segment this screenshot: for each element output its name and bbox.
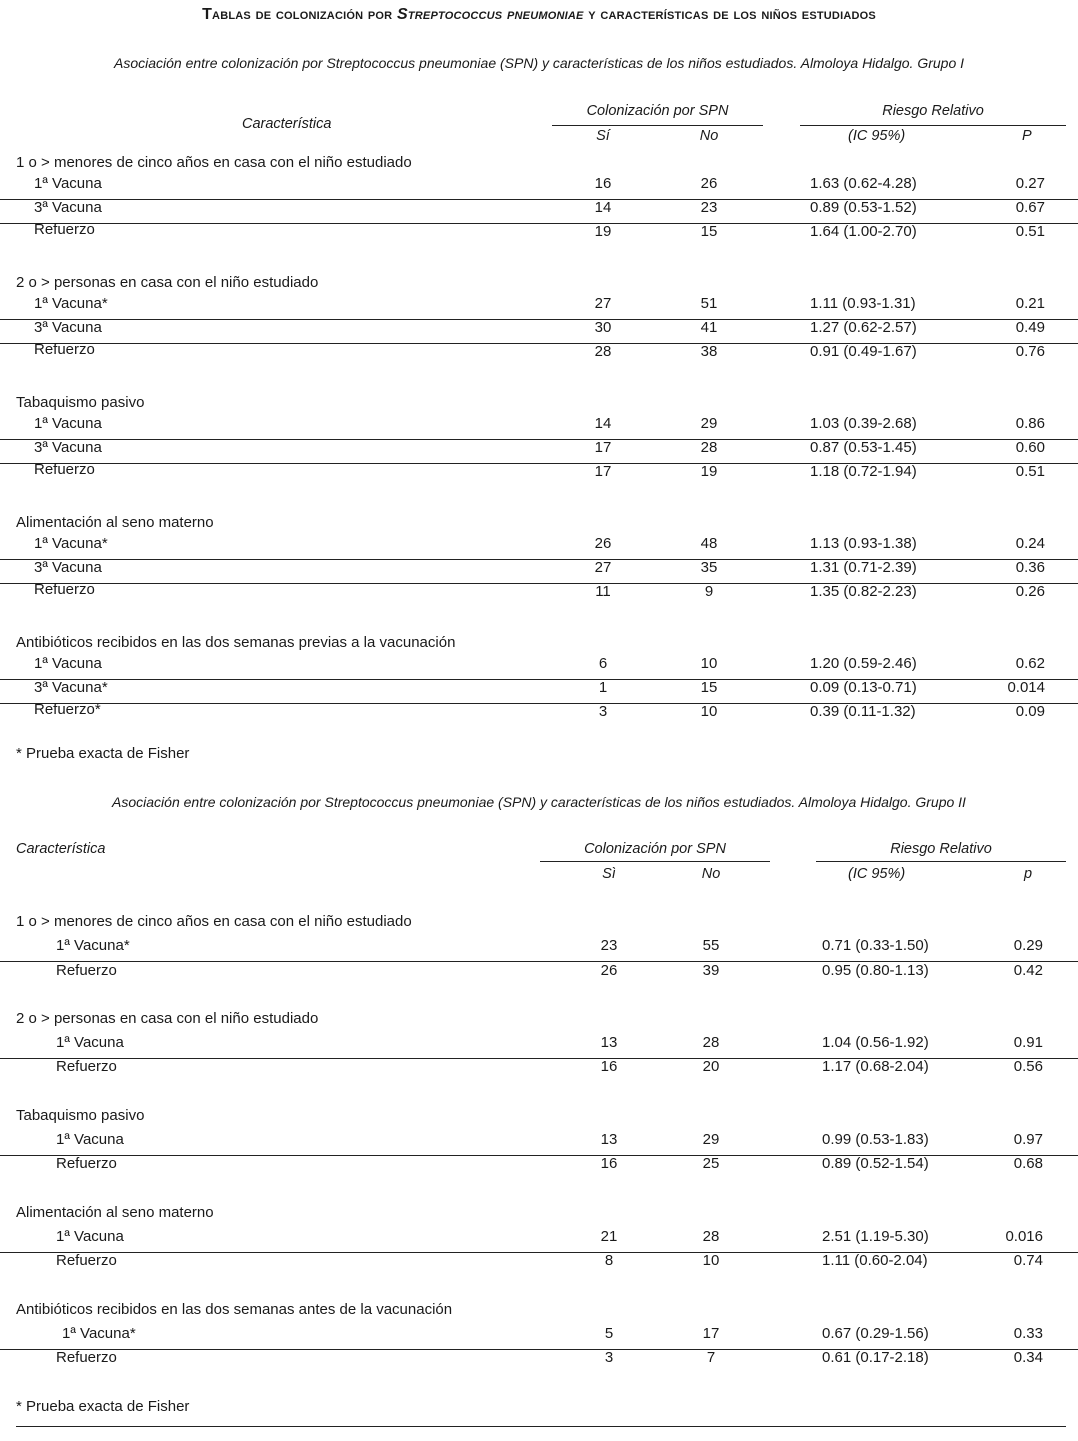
table-row bbox=[0, 583, 1078, 607]
table-row bbox=[0, 343, 1078, 367]
row-label: 1ª Vacuna bbox=[34, 415, 102, 432]
cell-si: 16 bbox=[600, 1058, 618, 1075]
cell-si: 3 bbox=[604, 1349, 614, 1366]
row-label: 1ª Vacuna bbox=[56, 1228, 124, 1245]
row-label: 3ª Vacuna bbox=[34, 199, 102, 216]
table1-header-rule-colonization bbox=[552, 125, 763, 126]
cell-rr: 2.51 (1.19-5.30) bbox=[822, 1228, 929, 1245]
table1-header-p: P bbox=[1022, 128, 1032, 144]
cell-p: 0.33 bbox=[1013, 1325, 1043, 1342]
cell-p: 0.42 bbox=[1013, 962, 1043, 979]
cell-p: 0.36 bbox=[1015, 559, 1045, 576]
table-row bbox=[0, 1228, 1078, 1253]
table1-header-rule-rr bbox=[800, 125, 1066, 126]
bottom-rule bbox=[16, 1426, 1066, 1427]
cell-no: 15 bbox=[700, 223, 718, 240]
table-row bbox=[0, 199, 1078, 224]
table2-group-label: 2 o > personas en casa con el niño estudiado bbox=[16, 1010, 319, 1027]
cell-p: 0.29 bbox=[1013, 937, 1043, 954]
cell-rr: 1.64 (1.00-2.70) bbox=[810, 223, 917, 240]
table-row bbox=[0, 223, 1078, 247]
row-label: 1ª Vacuna bbox=[56, 1034, 124, 1051]
cell-no: 51 bbox=[700, 295, 718, 312]
table1-group-label: Antibióticos recibidos en las dos semanas previas a la vacunación bbox=[16, 634, 456, 651]
row-label: Refuerzo bbox=[56, 1252, 117, 1269]
cell-p: 0.86 bbox=[1015, 415, 1045, 432]
cell-si: 14 bbox=[594, 415, 612, 432]
row-label: 3ª Vacuna bbox=[34, 319, 102, 336]
table2-group-label: Antibióticos recibidos en las dos semanas antes de la vacunación bbox=[16, 1301, 453, 1318]
cell-si: 26 bbox=[594, 535, 612, 552]
table1-header-no: No bbox=[699, 128, 719, 144]
table-row bbox=[0, 463, 1078, 487]
row-label: 1ª Vacuna* bbox=[34, 535, 108, 552]
cell-p: 0.016 bbox=[1005, 1228, 1043, 1245]
cell-p: 0.014 bbox=[1007, 679, 1045, 696]
cell-si: 16 bbox=[600, 1155, 618, 1172]
row-label: 3ª Vacuna bbox=[34, 559, 102, 576]
cell-si: 6 bbox=[598, 655, 608, 672]
cell-no: 10 bbox=[700, 655, 718, 672]
cell-rr: 1.63 (0.62-4.28) bbox=[810, 175, 917, 192]
cell-si: 19 bbox=[594, 223, 612, 240]
row-label: 1ª Vacuna* bbox=[56, 937, 130, 954]
table2-header-p: p bbox=[1024, 866, 1033, 882]
table1-group-label: Alimentación al seno materno bbox=[16, 514, 214, 531]
cell-no: 10 bbox=[702, 1252, 720, 1269]
cell-rr: 0.89 (0.52-1.54) bbox=[822, 1155, 929, 1172]
row-label: 3ª Vacuna bbox=[34, 439, 102, 456]
cell-no: 20 bbox=[702, 1058, 720, 1075]
cell-no: 9 bbox=[704, 583, 714, 600]
cell-si: 27 bbox=[594, 295, 612, 312]
table2-header-characteristic: Característica bbox=[16, 841, 106, 857]
cell-p: 0.09 bbox=[1015, 703, 1045, 720]
cell-si: 30 bbox=[594, 319, 612, 336]
cell-p: 0.51 bbox=[1015, 463, 1045, 480]
table1-header-ci: (IC 95%) bbox=[848, 128, 906, 144]
cell-rr: 1.03 (0.39-2.68) bbox=[810, 415, 917, 432]
cell-si: 13 bbox=[600, 1034, 618, 1051]
table1-group-label: 2 o > personas en casa con el niño estudiado bbox=[16, 274, 319, 291]
cell-rr: 0.39 (0.11-1.32) bbox=[810, 703, 916, 720]
cell-rr: 0.61 (0.17-2.18) bbox=[822, 1349, 929, 1366]
table2-group-label: 1 o > menores de cinco años en casa con el niño estudiado bbox=[16, 913, 412, 930]
cell-si: 17 bbox=[594, 463, 612, 480]
cell-si: 14 bbox=[594, 199, 612, 216]
cell-rr: 1.18 (0.72-1.94) bbox=[810, 463, 917, 480]
table-row bbox=[0, 937, 1078, 962]
cell-rr: 0.91 (0.49-1.67) bbox=[810, 343, 917, 360]
table1-header-colonization: Colonización por SPN bbox=[586, 103, 729, 119]
table2-subtitle: Asociación entre colonización por Streptococcus pneumoniae (SPN) y características de los niños estudiados. Almoloya Hidalgo. Grupo II bbox=[112, 794, 966, 810]
table-row bbox=[0, 655, 1078, 680]
table2-header-rule-colonization bbox=[540, 861, 770, 862]
cell-rr: 0.87 (0.53-1.45) bbox=[810, 439, 917, 456]
cell-si: 26 bbox=[600, 962, 618, 979]
table1-header-si: Sí bbox=[596, 128, 610, 144]
cell-si: 5 bbox=[604, 1325, 614, 1342]
table-row bbox=[0, 559, 1078, 584]
row-label: 1ª Vacuna* bbox=[34, 295, 108, 312]
cell-no: 25 bbox=[702, 1155, 720, 1172]
cell-rr: 1.13 (0.93-1.38) bbox=[810, 535, 917, 552]
page-title bbox=[0, 6, 1078, 24]
cell-p: 0.68 bbox=[1013, 1155, 1043, 1172]
table2-group-label: Alimentación al seno materno bbox=[16, 1204, 214, 1221]
row-label: Refuerzo bbox=[56, 1058, 117, 1075]
cell-p: 0.51 bbox=[1015, 223, 1045, 240]
cell-no: 39 bbox=[702, 962, 720, 979]
row-label: Refuerzo bbox=[56, 962, 117, 979]
table-row bbox=[0, 1058, 1078, 1082]
cell-rr: 1.11 (0.93-1.31) bbox=[810, 295, 916, 312]
cell-si: 23 bbox=[600, 937, 618, 954]
cell-rr: 0.99 (0.53-1.83) bbox=[822, 1131, 929, 1148]
cell-no: 28 bbox=[702, 1034, 720, 1051]
cell-rr: 1.35 (0.82-2.23) bbox=[810, 583, 917, 600]
cell-rr: 1.11 (0.60-2.04) bbox=[822, 1252, 928, 1269]
row-label: Refuerzo bbox=[34, 581, 95, 598]
cell-p: 0.91 bbox=[1013, 1034, 1043, 1051]
cell-p: 0.74 bbox=[1013, 1252, 1043, 1269]
cell-no: 26 bbox=[700, 175, 718, 192]
title-species: Streptococcus pneumoniae bbox=[396, 6, 584, 23]
cell-p: 0.26 bbox=[1015, 583, 1045, 600]
cell-no: 48 bbox=[700, 535, 718, 552]
cell-p: 0.21 bbox=[1015, 295, 1045, 312]
table2-header-ci: (IC 95%) bbox=[848, 866, 906, 882]
table2-footnote: * Prueba exacta de Fisher bbox=[16, 1398, 190, 1415]
cell-no: 28 bbox=[700, 439, 718, 456]
table2-header-rule-rr bbox=[816, 861, 1066, 862]
cell-p: 0.97 bbox=[1013, 1131, 1043, 1148]
table-row bbox=[0, 1131, 1078, 1156]
cell-si: 28 bbox=[594, 343, 612, 360]
cell-no: 29 bbox=[702, 1131, 720, 1148]
table-row bbox=[0, 319, 1078, 344]
table-row bbox=[0, 1034, 1078, 1059]
row-label: Refuerzo bbox=[56, 1349, 117, 1366]
cell-p: 0.62 bbox=[1015, 655, 1045, 672]
cell-rr: 1.31 (0.71-2.39) bbox=[810, 559, 917, 576]
table1-group-label: 1 o > menores de cinco años en casa con el niño estudiado bbox=[16, 154, 412, 171]
cell-p: 0.49 bbox=[1015, 319, 1045, 336]
row-label: 1ª Vacuna* bbox=[62, 1325, 136, 1342]
cell-rr: 0.89 (0.53-1.52) bbox=[810, 199, 917, 216]
cell-si: 27 bbox=[594, 559, 612, 576]
title-prefix: Tablas de colonización por bbox=[202, 6, 397, 23]
row-label: Refuerzo bbox=[34, 341, 95, 358]
cell-si: 1 bbox=[598, 679, 608, 696]
row-label: Refuerzo bbox=[34, 221, 95, 238]
table1-header-characteristic: Característica bbox=[242, 116, 332, 132]
table-row bbox=[0, 535, 1078, 560]
cell-rr: 1.17 (0.68-2.04) bbox=[822, 1058, 929, 1075]
cell-p: 0.27 bbox=[1015, 175, 1045, 192]
table1-subtitle: Asociación entre colonización por Streptococcus pneumoniae (SPN) y características de los niños estudiados. Almoloya Hidalgo. Grupo I bbox=[113, 55, 965, 71]
cell-rr: 0.95 (0.80-1.13) bbox=[822, 962, 929, 979]
cell-no: 41 bbox=[700, 319, 718, 336]
table-row bbox=[0, 703, 1078, 727]
table2-header-relative-risk: Riesgo Relativo bbox=[890, 841, 992, 857]
table-row bbox=[0, 1252, 1078, 1276]
table-row bbox=[0, 295, 1078, 320]
row-label: Refuerzo bbox=[34, 461, 95, 478]
table-row bbox=[0, 962, 1078, 986]
cell-p: 0.67 bbox=[1015, 199, 1045, 216]
cell-si: 8 bbox=[604, 1252, 614, 1269]
table-row bbox=[0, 1155, 1078, 1179]
table2-header-si: Sì bbox=[602, 866, 616, 882]
cell-si: 11 bbox=[595, 583, 611, 600]
table1-footnote: * Prueba exacta de Fisher bbox=[16, 745, 190, 762]
table-row bbox=[0, 439, 1078, 464]
cell-no: 55 bbox=[702, 937, 720, 954]
cell-rr: 0.67 (0.29-1.56) bbox=[822, 1325, 929, 1342]
cell-no: 17 bbox=[702, 1325, 720, 1342]
cell-p: 0.56 bbox=[1013, 1058, 1043, 1075]
table1-header-relative-risk: Riesgo Relativo bbox=[882, 103, 984, 119]
cell-no: 23 bbox=[700, 199, 718, 216]
title-suffix: y características de los niños estudiados bbox=[583, 6, 876, 23]
cell-p: 0.24 bbox=[1015, 535, 1045, 552]
cell-no: 29 bbox=[700, 415, 718, 432]
table2-header-colonization: Colonización por SPN bbox=[584, 841, 726, 857]
cell-si: 3 bbox=[598, 703, 608, 720]
table-row bbox=[0, 175, 1078, 200]
cell-no: 19 bbox=[700, 463, 718, 480]
cell-rr: 0.09 (0.13-0.71) bbox=[810, 679, 917, 696]
cell-rr: 1.04 (0.56-1.92) bbox=[822, 1034, 929, 1051]
cell-rr: 0.71 (0.33-1.50) bbox=[822, 937, 929, 954]
cell-p: 0.76 bbox=[1015, 343, 1045, 360]
row-label: Refuerzo* bbox=[34, 701, 101, 718]
table-row bbox=[0, 1325, 1078, 1350]
cell-no: 35 bbox=[700, 559, 718, 576]
cell-no: 7 bbox=[706, 1349, 716, 1366]
table2-group-label: Tabaquismo pasivo bbox=[16, 1107, 145, 1124]
row-label: 1ª Vacuna bbox=[56, 1131, 124, 1148]
cell-rr: 1.27 (0.62-2.57) bbox=[810, 319, 917, 336]
cell-no: 28 bbox=[702, 1228, 720, 1245]
cell-si: 21 bbox=[600, 1228, 618, 1245]
row-label: 3ª Vacuna* bbox=[34, 679, 108, 696]
cell-no: 10 bbox=[700, 703, 718, 720]
cell-rr: 1.20 (0.59-2.46) bbox=[810, 655, 917, 672]
cell-p: 0.34 bbox=[1013, 1349, 1043, 1366]
table2-header-no: No bbox=[701, 866, 721, 882]
table-row bbox=[0, 1349, 1078, 1373]
table1-group-label: Tabaquismo pasivo bbox=[16, 394, 145, 411]
row-label: 1ª Vacuna bbox=[34, 655, 102, 672]
cell-si: 16 bbox=[594, 175, 612, 192]
row-label: Refuerzo bbox=[56, 1155, 117, 1172]
table-row bbox=[0, 415, 1078, 440]
cell-p: 0.60 bbox=[1015, 439, 1045, 456]
cell-si: 17 bbox=[594, 439, 612, 456]
cell-no: 15 bbox=[700, 679, 718, 696]
table-row bbox=[0, 679, 1078, 704]
cell-si: 13 bbox=[600, 1131, 618, 1148]
row-label: 1ª Vacuna bbox=[34, 175, 102, 192]
cell-no: 38 bbox=[700, 343, 718, 360]
